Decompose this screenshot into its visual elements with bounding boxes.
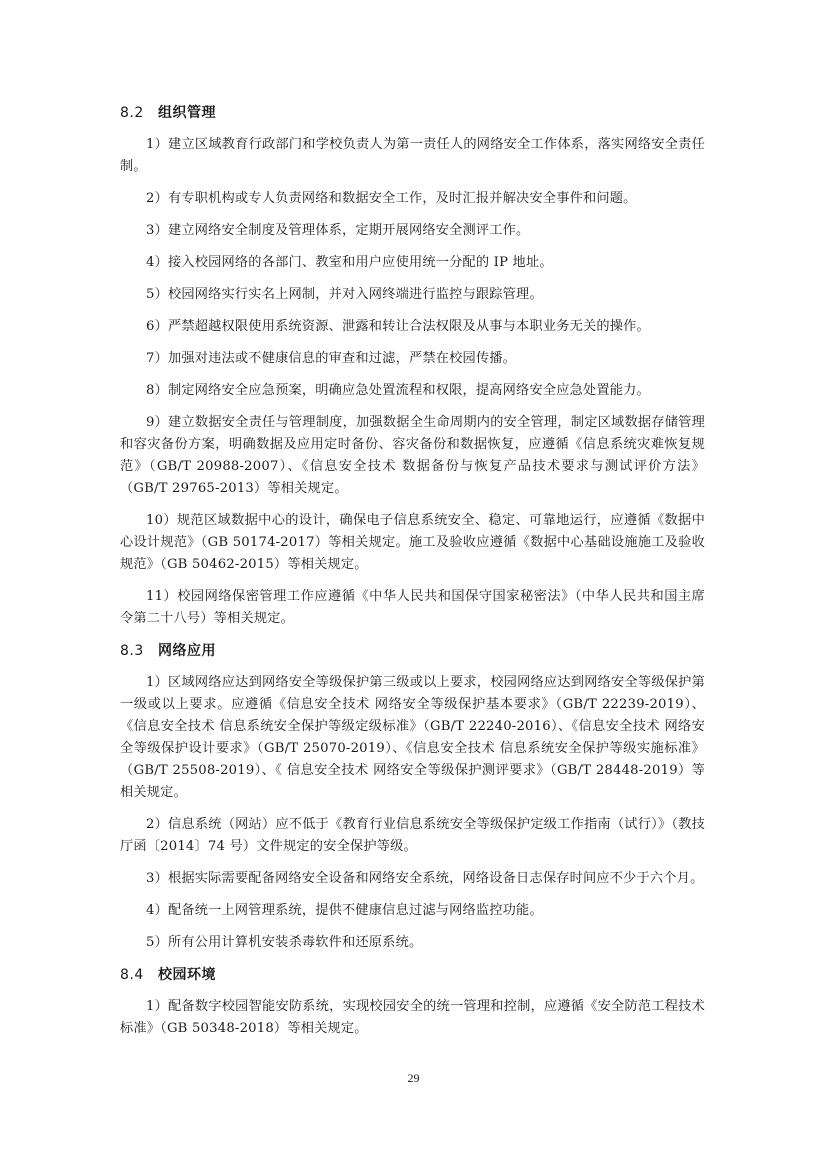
paragraph: 5）所有公用计算机安装杀毒软件和还原系统。 — [146, 935, 423, 950]
paragraph: 10）规范区域数据中心的设计，确保电子信息系统安全、稳定、可靠地运行，应遵循《数据中心设计规范》（GB 50174-2017）等相关规定。施工及验收应遵循《数据中心基础设施施工及验收规范》（GB 50462-2015）等相关规定。 — [120, 513, 705, 572]
section-title: 网络应用 — [158, 643, 216, 659]
section-title: 校园环境 — [158, 967, 216, 983]
section-heading — [120, 964, 705, 986]
paragraph: 4）接入校园网络的各部门、教室和用户应使用统一分配的 IP 地址。 — [146, 255, 553, 270]
section-title: 组织管理 — [158, 105, 216, 121]
paragraph: 5）校园网络实行实名上网制，并对入网终端进行监控与跟踪管理。 — [146, 287, 543, 302]
section-8-2 — [120, 102, 705, 630]
paragraph: 2）有专职机构或专人负责网络和数据安全工作，及时汇报并解决安全事件和问题。 — [146, 191, 637, 206]
paragraph: 7）加强对违法或不健康信息的审查和过滤，严禁在校园传播。 — [146, 351, 517, 366]
section-number: 8.3 — [120, 643, 144, 659]
document-body — [120, 102, 705, 1050]
section-heading — [120, 102, 705, 124]
section-8-3 — [120, 640, 705, 954]
paragraph: 1）建立区域教育行政部门和学校负责人为第一责任人的网络安全工作体系，落实网络安全责任制。 — [120, 137, 705, 174]
page-number: 29 — [407, 1071, 420, 1085]
paragraph: 1）配备数字校园智能安防系统，实现校园安全的统一管理和控制，应遵循《安全防范工程技术标准》（GB 50348-2018）等相关规定。 — [120, 999, 705, 1036]
paragraph: 2）信息系统（网站）应不低于《教育行业信息系统安全等级保护定级工作指南（试行）》（教技厅函〔2014〕74 号）文件规定的安全保护等级。 — [120, 817, 705, 854]
paragraph: 3）建立网络安全制度及管理体系，定期开展网络安全测评工作。 — [146, 223, 530, 238]
paragraph: 3）根据实际需要配备网络安全设备和网络安全系统，网络设备日志保存时间应不少于六个月。 — [146, 871, 704, 886]
paragraph: 4）配备统一上网管理系统，提供不健康信息过滤与网络监控功能。 — [146, 903, 543, 918]
paragraph: 11）校园网络保密管理工作应遵循《中华人民共和国保守国家秘密法》（中华人民共和国主席令第二十八号）等相关规定。 — [120, 589, 705, 626]
paragraph: 9）建立数据安全责任与管理制度，加强数据全生命周期内的安全管理，制定区域数据存储管理和容灾备份方案，明确数据及应用定时备份、容灾备份和数据恢复，应遵循《信息系统灾难恢复规范》（GB/T 20988-2007）、《信息安全技术 数据备份与恢复产品技术要求与测试评价方法》（GB/T 29765-2013）等相关规定。 — [120, 415, 705, 496]
section-8-4 — [120, 964, 705, 1040]
paragraph: 1）区域网络应达到网络安全等级保护第三级或以上要求，校园网络应达到网络安全等级保护第一级或以上要求。应遵循《信息安全技术 网络安全等级保护基本要求》（GB/T 22239-2019）、《信息安全技术 信息系统安全保护等级定级标准》（GB/T 22240-2016）、《信息安全技术 网络安全等级保护设计要求》（GB/T 25070-2019）、《信息安全技术 信息系统安全保护等级实施标准》（GB/T 25508-2019）、《 信息安全技术 网络安全等级保护测评要求》（GB/T 28448-2019）等相关规定。 — [120, 675, 705, 800]
section-heading — [120, 640, 705, 662]
section-number: 8.2 — [120, 105, 144, 121]
paragraph: 8）制定网络安全应急预案，明确应急处置流程和权限，提高网络安全应急处置能力。 — [146, 383, 650, 398]
paragraph: 6）严禁超越权限使用系统资源、泄露和转让合法权限及从事与本职业务无关的操作。 — [146, 319, 650, 334]
section-number: 8.4 — [120, 967, 144, 983]
